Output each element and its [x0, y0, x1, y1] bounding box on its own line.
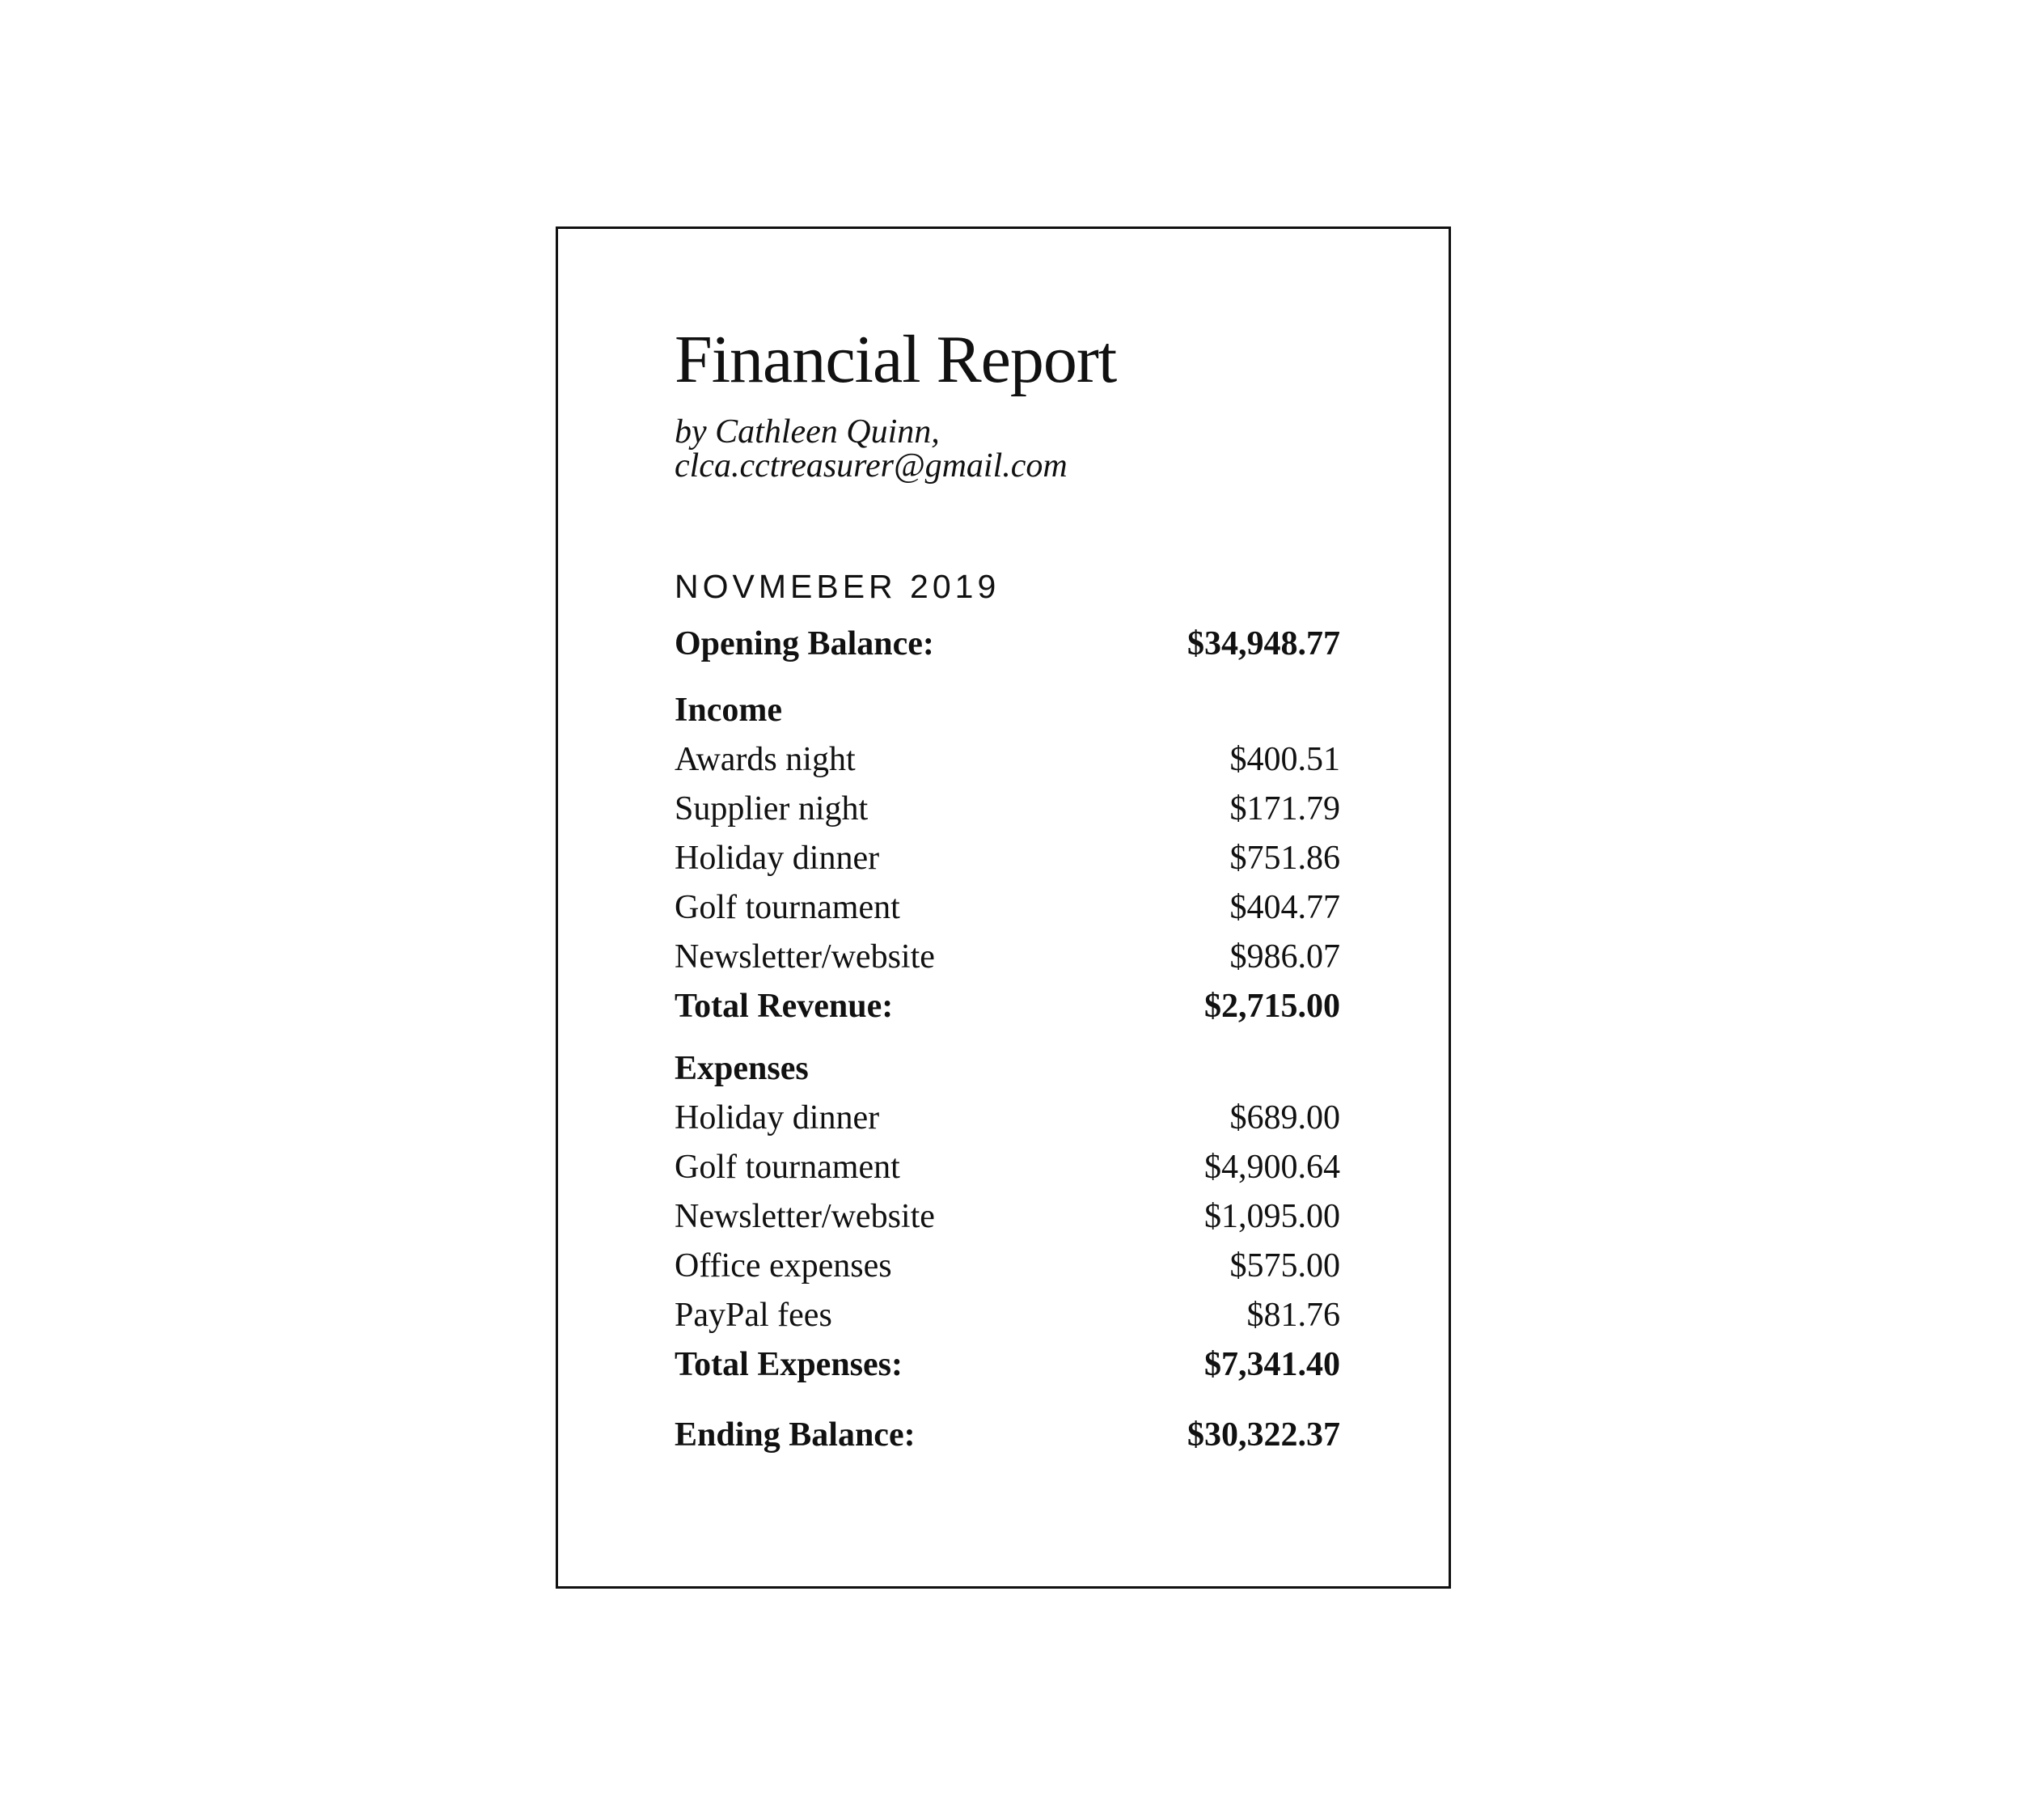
expense-amount: $4,900.64 [1204, 1149, 1340, 1186]
expense-label: Golf tournament [675, 1149, 900, 1186]
expense-row [675, 1143, 1340, 1192]
report-content [675, 322, 1340, 1460]
income-row [675, 933, 1340, 982]
expense-label: Office expenses [675, 1247, 892, 1285]
ending-balance-label: Ending Balance: [675, 1416, 916, 1454]
expense-label: Holiday dinner [675, 1099, 880, 1136]
income-row [675, 735, 1340, 785]
income-heading: Income [675, 692, 782, 729]
income-label: Supplier night [675, 790, 869, 827]
income-label: Holiday dinner [675, 840, 880, 877]
income-amount: $751.86 [1229, 840, 1340, 877]
expense-amount: $81.76 [1246, 1297, 1340, 1334]
total-revenue-row [675, 982, 1340, 1031]
income-amount: $404.77 [1229, 889, 1340, 926]
report-period: NOVMEBER 2019 [675, 568, 1000, 605]
income-amount: $986.07 [1229, 938, 1340, 976]
income-amount: $400.51 [1229, 741, 1340, 778]
expense-row [675, 1192, 1340, 1242]
ending-balance-row [675, 1411, 1340, 1460]
expense-row [675, 1291, 1340, 1340]
opening-balance-amount: $34,948.77 [1187, 625, 1340, 662]
income-label: Awards night [675, 741, 856, 778]
income-row [675, 834, 1340, 883]
ending-balance-amount: $30,322.37 [1187, 1416, 1340, 1454]
total-revenue-label: Total Revenue: [675, 988, 894, 1025]
byline: by Cathleen Quinn, clca.cctreasurer@gmail.com [675, 413, 1068, 485]
income-row [675, 785, 1340, 834]
income-row [675, 883, 1340, 933]
total-revenue-amount: $2,715.00 [1204, 988, 1340, 1025]
total-expenses-amount: $7,341.40 [1204, 1346, 1340, 1383]
expense-amount: $575.00 [1229, 1247, 1340, 1285]
expense-row [675, 1242, 1340, 1291]
expenses-heading: Expenses [675, 1050, 809, 1087]
total-expenses-label: Total Expenses: [675, 1346, 903, 1383]
income-label: Golf tournament [675, 889, 900, 926]
expense-amount: $1,095.00 [1204, 1198, 1340, 1235]
expense-label: Newsletter/website [675, 1198, 935, 1235]
page-title: Financial Report [675, 322, 1117, 397]
report-frame [556, 226, 1451, 1589]
expense-row [675, 1094, 1340, 1143]
opening-balance-label: Opening Balance: [675, 625, 934, 662]
expense-label: PayPal fees [675, 1297, 832, 1334]
income-amount: $171.79 [1229, 790, 1340, 827]
expense-amount: $689.00 [1229, 1099, 1340, 1136]
income-label: Newsletter/website [675, 938, 935, 976]
total-expenses-row [675, 1340, 1340, 1390]
opening-balance-row [675, 610, 1340, 678]
